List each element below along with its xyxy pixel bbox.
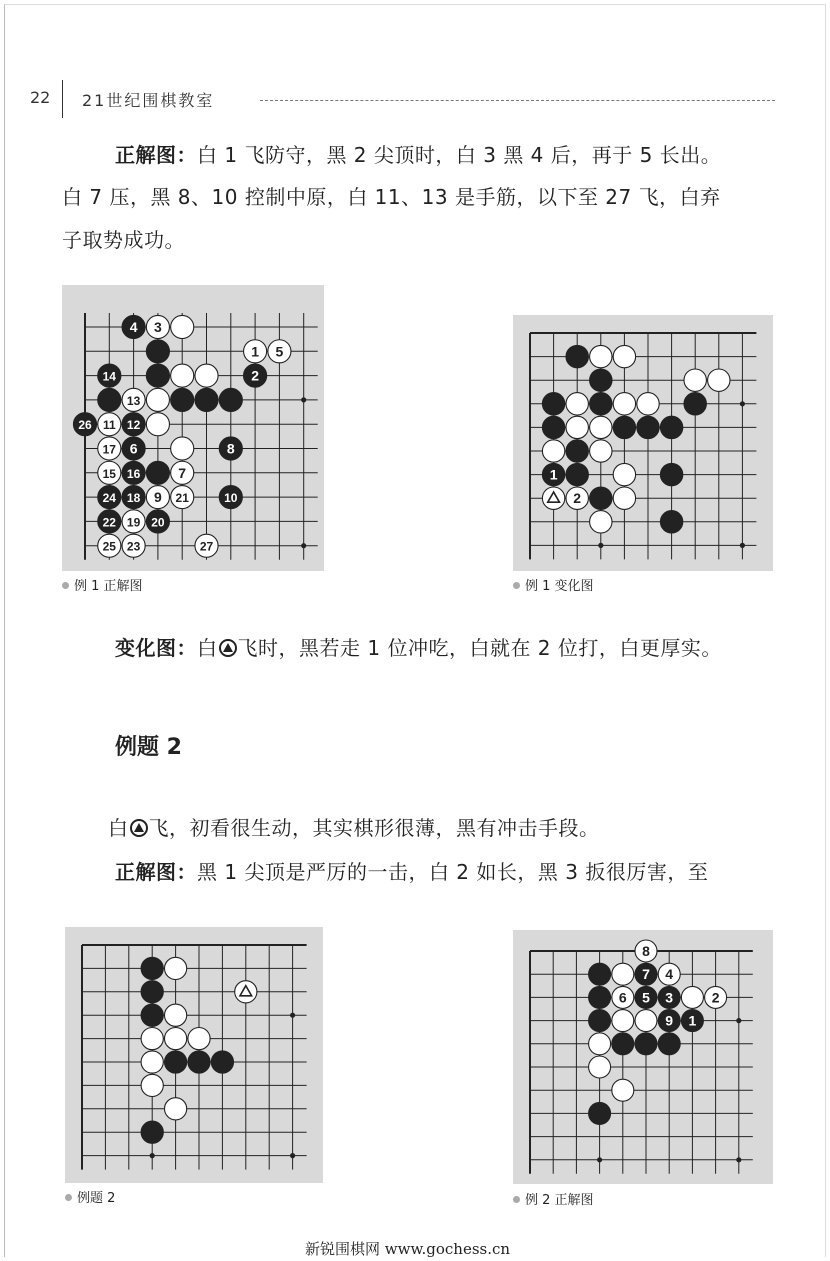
black-stone [165,1051,187,1073]
black-stone [635,1033,657,1055]
move-number: 1 [549,466,558,483]
go-board-3 [65,927,323,1183]
move-number: 6 [618,989,627,1006]
black-stone [635,963,657,985]
white-stone [165,1028,187,1050]
black-stone [141,1121,163,1143]
black-stone [219,437,242,460]
black-stone [589,1010,611,1032]
white-stone [590,440,612,462]
white-stone [613,345,635,367]
white-stone [268,340,291,363]
triangle-stone-icon [130,819,148,837]
black-stone [219,486,242,509]
white-stone [195,364,218,387]
white-stone [566,416,588,438]
black-stone [122,315,145,338]
white-stone [658,963,680,985]
star-point [736,1018,741,1023]
move-number: 23 [126,539,141,554]
white-stone [566,393,588,415]
white-stone [612,1010,634,1032]
move-number: 17 [102,442,116,457]
paragraph-1-line-2: 白 7 压，黑 8、10 控制中原，白 11、13 是手筋，以下至 27 飞，白弃 [62,185,721,209]
black-stone [122,486,145,509]
white-stone [171,486,194,509]
white-stone [195,534,218,557]
white-stone [542,487,564,509]
black-stone [211,1051,233,1073]
white-stone [637,393,659,415]
move-number: 25 [102,539,116,554]
move-number: 16 [126,466,141,481]
go-diagram-3 [65,927,323,1183]
white-stone [613,393,635,415]
white-stone [635,940,657,962]
move-number: 9 [665,1012,674,1029]
white-stone [171,461,194,484]
white-stone [590,511,612,533]
white-stone [681,986,703,1008]
white-stone [188,1028,210,1050]
black-stone [566,345,588,367]
white-stone [171,437,194,460]
white-stone [613,463,635,485]
black-stone [542,416,564,438]
white-stone [146,413,169,436]
move-number: 6 [129,440,138,457]
paragraph-1-line-3: 子取势成功。 [62,228,185,252]
white-stone [171,315,194,338]
black-stone [542,463,564,485]
move-number: 5 [642,989,650,1006]
header-rule [260,100,775,101]
black-stone [98,510,121,533]
go-diagram-4 [513,930,773,1184]
move-number: 9 [154,489,162,506]
black-stone [73,413,96,436]
move-number: 22 [102,515,116,530]
move-number: 2 [711,989,720,1006]
move-number: 14 [102,369,116,384]
black-stone [590,393,612,415]
star-point [740,543,745,548]
black-stone [219,388,242,411]
paragraph-3: 白 飞，初看很生动，其实棋形很薄，黑有冲击手段。 [108,816,600,840]
paragraph-1-line-1: 正解图：白 1 飞防守，黑 2 尖顶时，白 3 黑 4 后，再于 5 长出。 [115,143,722,167]
section-heading: 例题 2 [115,735,182,760]
move-number: 3 [154,319,162,335]
header-divider [62,80,63,118]
white-stone [171,364,194,387]
move-number: 5 [275,343,284,360]
star-point [290,1153,295,1158]
go-board-2 [513,315,773,571]
black-stone [612,1033,634,1055]
white-stone [98,461,121,484]
white-stone [612,963,634,985]
white-stone [122,510,145,533]
caption-diagram-3: 例题 2 [65,1187,115,1206]
paragraph-4: 正解图：黑 1 尖顶是严厉的一击，白 2 如长，黑 3 扳很厉害，至 [115,860,709,884]
white-stone [684,369,706,391]
white-stone [165,1098,187,1120]
black-stone [122,437,145,460]
white-stone [244,340,267,363]
white-stone [542,440,564,462]
star-point [150,1153,155,1158]
black-stone [590,369,612,391]
page-number: 22 [30,88,51,107]
bullet-icon [65,1194,72,1201]
black-stone [660,463,682,485]
move-number: 10 [224,491,238,506]
move-number: 21 [175,491,189,506]
black-stone [658,1010,680,1032]
move-number: 18 [126,491,141,506]
star-point [598,543,603,548]
star-point [597,1157,602,1162]
bullet-icon [513,582,520,589]
caption-diagram-4: 例 2 正解图 [513,1189,594,1208]
star-point [736,1157,741,1162]
move-number: 24 [102,491,116,506]
black-stone [195,388,218,411]
paragraph-2: 变化图：白 飞时，黑若走 1 位冲吃，白就在 2 位打，白更厚实。 [115,636,722,660]
move-number: 4 [129,319,138,335]
move-number: 27 [199,539,214,554]
triangle-stone-icon [219,639,237,657]
white-stone [98,534,121,557]
white-stone [146,486,169,509]
black-stone [658,1033,680,1055]
white-stone [590,416,612,438]
black-stone [684,393,706,415]
white-stone [122,534,145,557]
white-stone [98,437,121,460]
white-stone [235,981,257,1003]
white-stone [589,1033,611,1055]
white-stone [613,487,635,509]
white-stone [589,1056,611,1078]
black-stone [146,340,169,363]
black-stone [637,416,659,438]
black-stone [590,487,612,509]
star-point [740,401,745,406]
black-stone [188,1051,210,1073]
move-number: 20 [151,515,165,530]
bullet-icon [62,582,69,589]
black-stone [613,416,635,438]
black-stone [660,511,682,533]
move-number: 11 [102,418,116,433]
black-stone [171,388,194,411]
caption-diagram-1: 例 1 正解图 [62,575,143,594]
black-stone [98,486,121,509]
move-number: 2 [251,367,259,384]
star-point [301,397,306,402]
move-number: 8 [642,943,650,959]
white-stone [98,413,121,436]
move-number: 2 [573,490,582,507]
black-stone [146,364,169,387]
white-stone [705,986,727,1008]
white-stone [146,315,169,338]
white-stone [165,1004,187,1026]
black-stone [122,461,145,484]
book-title: 21世纪围棋教室 [82,91,215,110]
black-stone [98,364,121,387]
move-number: 15 [102,466,116,481]
white-stone [612,1079,634,1101]
black-stone [146,510,169,533]
paragraph-2-label: 变化图： [115,636,197,660]
star-point [301,543,306,548]
move-number: 1 [251,343,259,360]
black-stone [566,440,588,462]
white-stone [635,1010,657,1032]
footer-watermark: 新锐围棋网 www.gochess.cn [305,1240,511,1258]
white-stone [590,345,612,367]
move-number: 7 [178,464,187,481]
white-stone [708,369,730,391]
white-stone [146,388,169,411]
go-board-4 [513,930,773,1184]
go-board-1 [62,285,324,571]
black-stone [146,461,169,484]
paragraph-4-label: 正解图： [115,860,197,884]
white-stone [141,1028,163,1050]
move-number: 8 [226,440,235,457]
black-stone [122,413,145,436]
go-diagram-2 [513,315,773,571]
go-diagram-1 [62,285,324,571]
white-stone [612,986,634,1008]
caption-diagram-2: 例 1 变化图 [513,575,594,594]
black-stone [681,1010,703,1032]
black-stone [589,963,611,985]
black-stone [244,364,267,387]
move-number: 7 [642,966,650,983]
white-stone [141,1074,163,1096]
black-stone [141,981,163,1003]
bullet-icon [513,1196,520,1203]
black-stone [542,393,564,415]
black-stone [658,986,680,1008]
move-number: 1 [688,1012,697,1029]
white-stone [122,388,145,411]
black-stone [660,416,682,438]
white-stone [141,1051,163,1073]
move-number: 26 [78,418,92,433]
paragraph-1-label: 正解图： [115,143,197,167]
move-number: 19 [126,515,141,530]
black-stone [589,986,611,1008]
black-stone [141,1004,163,1026]
black-stone [566,463,588,485]
move-number: 3 [665,989,674,1006]
move-number: 4 [665,966,674,983]
black-stone [635,986,657,1008]
white-stone [165,957,187,979]
black-stone [141,957,163,979]
black-stone [589,1102,611,1124]
white-stone [566,487,588,509]
black-stone [98,388,121,411]
move-number: 12 [126,418,141,433]
move-number: 13 [126,393,141,408]
star-point [290,1013,295,1018]
